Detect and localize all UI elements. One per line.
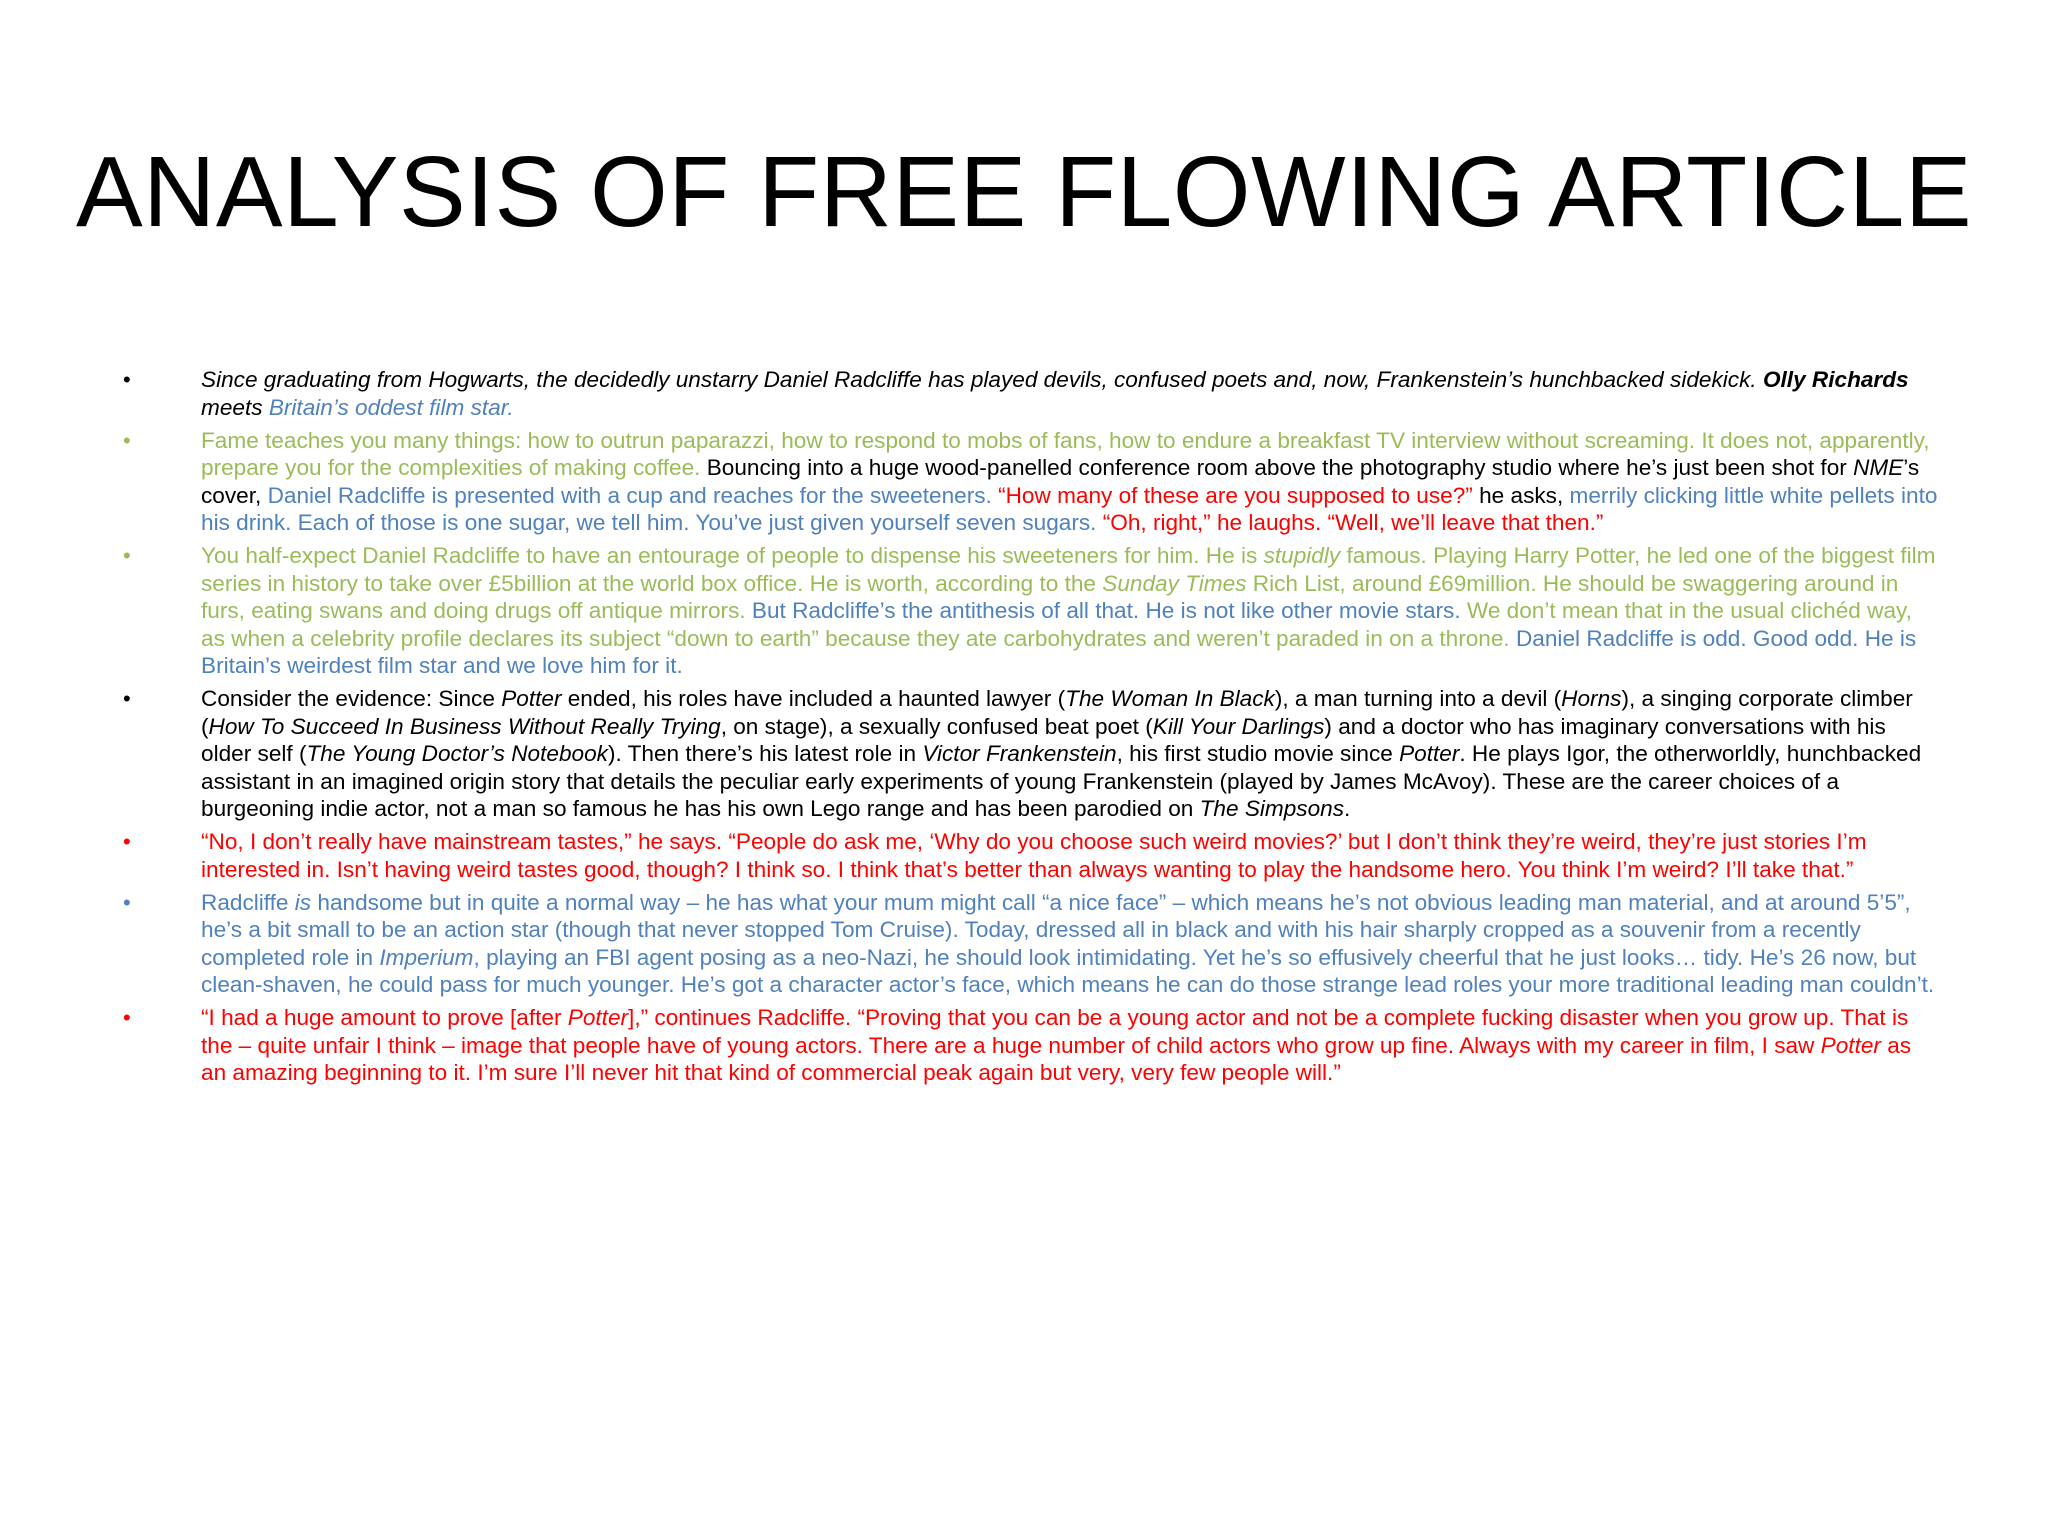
text-segment: Imperium [379, 944, 474, 970]
text-segment: famous. Playing Harry Potter, he led one of the biggest film series in history to take over £5billion at the world box office. He is worth, according to the [201, 543, 1936, 596]
text-segment: , on stage), a sexually confused beat poet ( [720, 713, 1153, 739]
text-segment: meets [201, 394, 269, 420]
bullet-marker: • [123, 1005, 131, 1030]
text-segment: Potter [1820, 1032, 1881, 1058]
text-segment: The Young Doctor’s Notebook [306, 741, 608, 766]
bullet-marker: • [123, 367, 131, 392]
text-segment: But Radcliffe’s the antithesis of all that. He is not like other movie stars. [751, 598, 1467, 623]
text-segment: “No, I don’t really have mainstream tastes,” he says. “People do ask me, ‘Why do you choose such weird movies?’ but I don’t think they’re weird, they’re just stories I’m interested in. Isn’t having weird tastes good, though? I think so. I think that’s better than always wanting to play the handsome hero. You think I’m weird? I’ll take that.” [201, 829, 1867, 882]
article-bullet-list [118, 366, 1938, 1092]
text-segment: , his first studio movie since [1116, 741, 1400, 766]
text-segment: Consider the evidence: Since [201, 686, 502, 711]
text-segment: NME [1853, 455, 1904, 480]
article-paragraph [118, 1004, 1938, 1087]
text-segment: Radcliffe [201, 889, 295, 915]
article-paragraph [118, 427, 1938, 537]
text-segment: ],” continues Radcliffe. “Proving that you can be a young actor and not be a complete fucking disaster when you grow up. That is the – quite unfair I think – image that people have of young actors. There are a huge number of child actors who grow up fine. Always with my career in film, I saw [201, 1005, 1909, 1058]
article-paragraph [118, 366, 1938, 421]
text-segment: ended, his roles have included a haunted lawyer ( [561, 686, 1066, 711]
text-segment: Bouncing into a huge wood-panelled conference room above the photography studio where he’s just been shot for [706, 455, 1854, 480]
bullet-marker: • [123, 889, 131, 915]
text-segment: Rich List, around £69million. He should be swaggering around in furs, eating swans and doing drugs off antique mirrors. [201, 570, 1899, 623]
text-segment: ). Then there’s his latest role in [607, 741, 923, 766]
text-segment: “Oh, right,” he laughs. “Well, we’ll leave that then.” [1102, 510, 1604, 535]
text-segment: ) and a doctor who has imaginary conversations with his older self ( [201, 713, 1886, 766]
article-paragraph [118, 889, 1938, 999]
text-segment: Olly Richards [1762, 367, 1909, 392]
text-segment: Daniel Radcliffe is presented with a cup and reaches for the sweeteners. [267, 482, 999, 508]
text-segment: Daniel Radcliffe is odd. Good odd. He is Britain’s weirdest film star and we love him for it. [201, 625, 1917, 678]
text-segment: merrily clicking little white pellets into his drink. Each of those is one sugar, we tell him. You’ve just given yourself seven sugars. [201, 482, 1938, 535]
text-segment: “I had a huge amount to prove [after [201, 1005, 568, 1030]
text-segment: Kill Your Darlings [1152, 713, 1325, 739]
text-segment: You half-expect Daniel Radcliffe to have an entourage of people to dispense his sweeteners for him. He is [201, 543, 1264, 568]
text-segment: Horns [1561, 686, 1622, 711]
text-segment: , playing an FBI agent posing as a neo-Nazi, he should look intimidating. Yet he’s so effusively cheerful that he just looks… tidy. He’s 26 now, but clean-shaven, he could pass for much younger. He’s got a character actor’s face, which means he can do those strange lead roles your more traditional leading man couldn’t. [201, 944, 1935, 997]
bullet-marker: • [123, 829, 131, 854]
text-segment: ’s cover, [201, 455, 1920, 508]
text-segment: Potter [567, 1005, 629, 1030]
text-segment: The Simpsons [1199, 796, 1345, 821]
text-segment: Potter [1399, 741, 1460, 766]
article-paragraph [118, 542, 1938, 680]
text-segment: How To Succeed In Business Without Really Trying [208, 713, 721, 739]
text-segment: as an amazing beginning to it. I’m sure I’ll never hit that kind of commercial peak again but very, very few people will.” [201, 1032, 1912, 1085]
bullet-marker: • [123, 686, 131, 711]
text-segment: . [1344, 796, 1351, 821]
text-segment: he asks, [1472, 482, 1570, 508]
text-segment: The Woman In Black [1065, 686, 1275, 711]
text-segment: Sunday Times [1102, 570, 1247, 596]
text-segment: Potter [501, 686, 562, 711]
text-segment: ), a man turning into a devil ( [1274, 686, 1562, 711]
bullet-marker: • [123, 427, 131, 453]
text-segment: Victor Frankenstein [922, 741, 1117, 766]
text-segment: stupidly [1263, 543, 1341, 568]
text-segment: . He plays Igor, the otherworldly, hunchbacked assistant in an imagined origin story that details the peculiar early experiments of young Frankenstein (played by James McAvoy). These are the career choices of a burgeoning indie actor, not a man so famous he has his own Lego range and has been parodied on [201, 741, 1922, 821]
text-segment: “How many of these are you supposed to use?” [998, 482, 1473, 508]
text-segment: handsome but in quite a normal way – he has what your mum might call “a nice face” – which means he’s not obvious leading man material, and at around 5’5”, he’s a bit small to be an action star (though that never stopped Tom Cruise). Today, dressed all in black and with his hair sharply cropped as a souvenir from a recently completed role in [201, 889, 1911, 970]
text-segment: ), a singing corporate climber ( [201, 686, 1913, 739]
bullet-marker: • [123, 543, 131, 568]
text-segment: is [294, 889, 312, 915]
text-segment: Since graduating from Hogwarts, the decidedly unstarry Daniel Radcliffe has played devils, confused poets and, now, Frankenstein’s hunchbacked sidekick. [201, 367, 1763, 392]
text-segment: Britain’s oddest film star. [268, 394, 514, 420]
text-segment: Fame teaches you many things: how to outrun paparazzi, how to respond to mobs of fans, how to endure a breakfast TV interview without screaming. It does not, apparently, prepare you for the complexities of making coffee. [201, 427, 1930, 480]
page-title: ANALYSIS OF FREE FLOWING ARTICLE [75, 136, 1973, 248]
article-paragraph [118, 828, 1938, 883]
article-paragraph [118, 685, 1938, 823]
text-segment: We don’t mean that in the usual clichéd way, as when a celebrity profile declares its subject “down to earth” because they ate carbohydrates and weren’t paraded in on a throne. [201, 598, 1912, 651]
